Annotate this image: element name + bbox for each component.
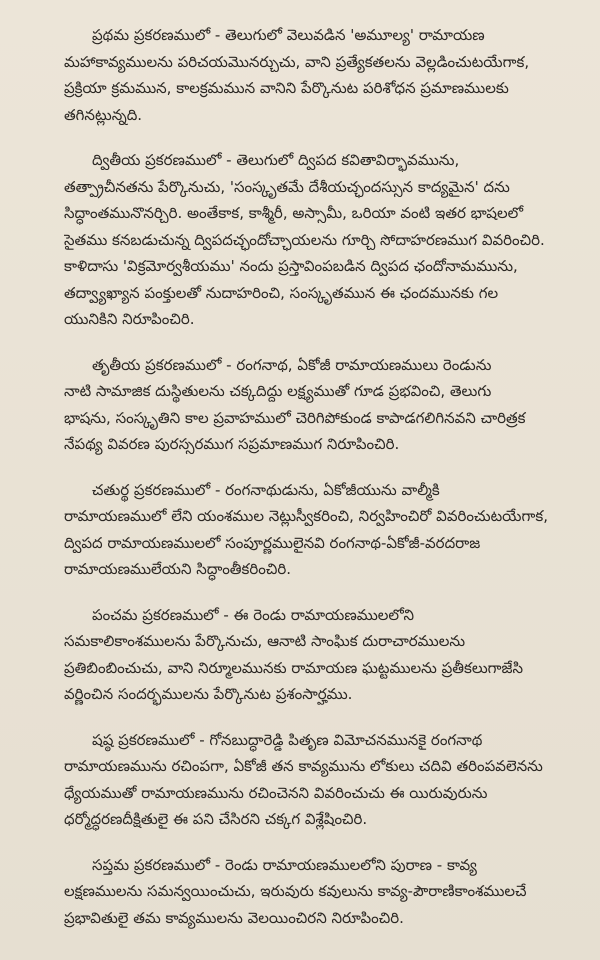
text-line: సైతము కనబడుచున్న ద్విపదచ్ఛందోచ్ఛాయలను గూర్చి సోదాహరణముగ వివరించిరి.: [64, 230, 545, 249]
paragraph: [64, 147, 560, 333]
text-line: రామాయణమును రచింపగా, ఏకోజీ తన కావ్యమును లోకులు చదివి తరింపవలెనను: [64, 757, 543, 775]
text-line: వర్ణించిన సందర్భములను పేర్కొనుట ప్రశంసార్హము.: [64, 685, 353, 703]
text-line: ప్రభావితులై తమ కావ్యములను వెలయించిరని నిరూపించిరి.: [64, 908, 404, 927]
text-line: కాళిదాసు 'విక్రమోర్వశీయము' నందు ప్రస్తావింపబడిన ద్విపద ఛందోనామమును,: [64, 257, 518, 275]
text-line: నాటి సామాజిక దుస్థితులను చక్కదిద్దు లక్ష్యముతో గూడ ప్రభవించి, తెలుగు: [64, 382, 492, 400]
text-line: సిద్ధాంతమునొనర్చిరి. అంతేకాక, కాశ్మీరీ, అస్సామీ, ఒరియా వంటి ఇతర భాషలలో: [64, 204, 524, 222]
text-line: సమకాలికాంశములను పేర్కొనుచు, ఆనాటి సాంఘిక దురాచారములను: [64, 632, 466, 650]
text-line: సప్తమ ప్రకరణములో - రెండు రామాయణములలోని పురాణ - కావ్య: [92, 855, 477, 874]
text-line: చతుర్థ ప్రకరణములో - రంగనాథుడును, ఏకోజీయును వాల్మీకి: [92, 480, 440, 499]
text-line: తత్ప్రాచీనతను పేర్కొనుచు, 'సంస్కృతమే దేశీయచ్ఛందస్సున కాద్యమైన' దను: [64, 177, 510, 196]
text-line: ద్వితీయ ప్రకరణములో - తెలుగులో ద్విపద కవితావిర్భావమును,: [92, 151, 460, 169]
text-line: తృతీయ ప్రకరణములో - రంగనాథ, ఏకోజీ రామాయణములు రెండును: [92, 355, 492, 374]
paragraph: [64, 477, 560, 583]
text-line: ధర్మోద్ధరణదీక్షితులై ఈ పని చేసిరని చక్కగ విశ్లేషించిరి.: [64, 810, 368, 828]
text-line: తద్వ్యాఖ్యాన పంక్తులతో నుదాహరించి, సంస్కృతమున ఈ ఛందమునకు గల: [64, 283, 499, 302]
text-line: నేపథ్య వివరణ పురస్సరముగ సప్రమాణముగ నిరూపించిరి.: [64, 435, 400, 453]
body-text: [64, 22, 560, 931]
text-line: షష్ఠ ప్రకరణములో - గోనబుద్ధారెడ్డి పితృణ విమోచనమునకై రంగనాథ: [92, 730, 483, 749]
text-line: ద్విపద రామాయణములలో సంపూర్ణములైనవి రంగనాథ-ఏకోజీ-వరదరాజ: [64, 533, 481, 552]
paragraph: [64, 852, 560, 932]
paragraph: [64, 727, 560, 833]
text-line: రామాయణములేయని సిద్ధాంతీకరించిరి.: [64, 560, 292, 578]
text-line: లక్షణములను సమన్వయించుచు, ఇరువురు కవులును కావ్య-పౌరాణికాంశములచే: [64, 882, 527, 900]
paragraph: [64, 602, 560, 708]
text-line: పంచమ ప్రకరణములో - ఈ రెండు రామాయణములలోని: [92, 605, 415, 624]
text-line: భాషను, సంస్కృతిని కాల ప్రవాహములో చెరిగిపోకుండ కాపాడగలిగినవని చారిత్రక: [64, 408, 526, 427]
paragraph: [64, 352, 560, 458]
text-line: రామాయణములో లేని యంశముల నెట్లుస్వీకరించి, నిర్వహించిరో వివరించుటయేగాక,: [64, 507, 548, 525]
text-line: ప్రథమ ప్రకరణములో - తెలుగులో వెలువడిన 'అమూల్య' రామాయణ: [92, 26, 485, 44]
text-line: ధ్యేయముతో రామాయణమును రచించెనని వివరించుచు ఈ యిరువురును: [64, 783, 488, 802]
paragraph: [64, 22, 560, 128]
text-line: మహాకావ్యములను పరిచయమొనర్చుచు, వాని ప్రత్యేకతలను వెల్లడించుటయేగాక,: [64, 52, 530, 71]
text-line: ప్రక్రియా క్రమమున, కాలక్రమమున వానిని పేర్కొనుట పరిశోధన ప్రమాణములకు: [64, 79, 509, 97]
text-line: యునికిని నిరూపించిరి.: [64, 310, 195, 328]
text-line: ప్రతిబింబించుచు, వాని నిర్మూలమునకు రామాయణ ఘట్టములను ప్రతీకలుగాజేసి: [64, 658, 523, 677]
text-line: తగినట్లున్నది.: [64, 105, 143, 124]
